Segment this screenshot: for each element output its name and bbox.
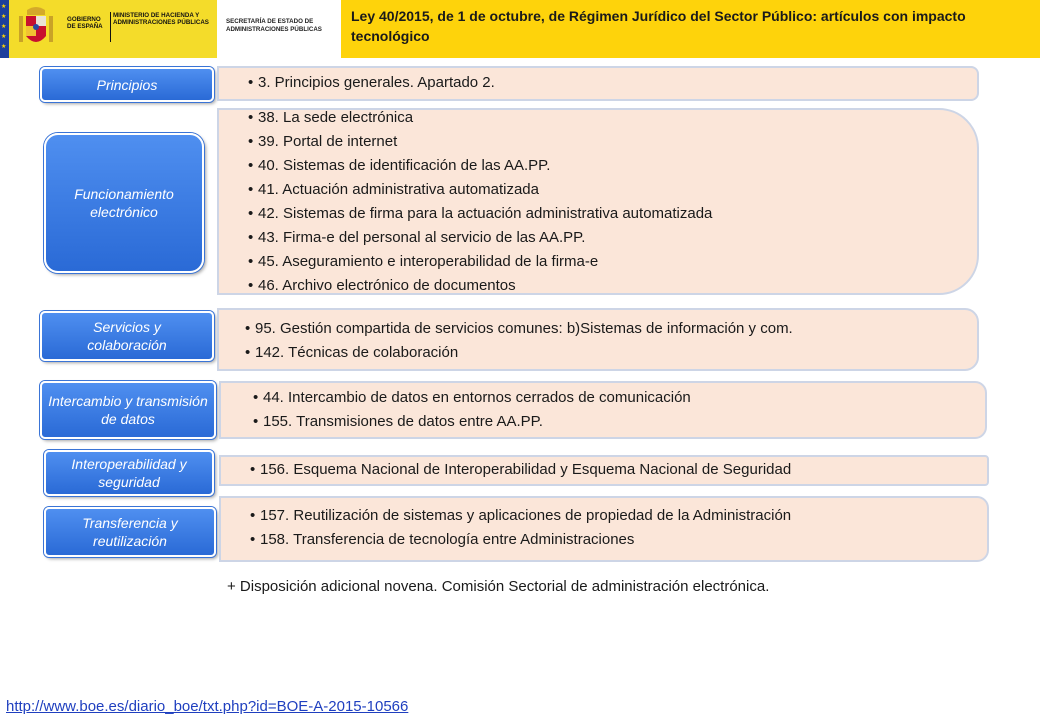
list-item: • 43. Firma-e del personal al servicio de las AA.PP. [248, 229, 586, 246]
list-item: • 155. Transmisiones de datos entre AA.PP. [253, 413, 543, 430]
list-item: • 38. La sede electrónica [248, 109, 414, 126]
label-text: Intercambio y transmisión de datos [48, 393, 208, 427]
header-banner [0, 0, 1040, 58]
label-text: Funcionamiento electrónico [74, 186, 174, 220]
secretaria-text: SECRETARÍA DE ESTADO DE ADMINISTRACIONES PÚBLICAS [226, 18, 322, 33]
boe-link[interactable]: http://www.boe.es/diario_boe/txt.php?id=BOE-A-2015-10566 [6, 698, 409, 715]
list-item: • 41. Actuación administrativa automatizada [248, 181, 539, 198]
content-servicios-colaboracion [217, 308, 979, 371]
list-item: • 157. Reutilización de sistemas y aplicaciones de propiedad de la Administración [250, 507, 792, 524]
list-item: • 45. Aseguramiento e interoperabilidad de la firma-e [248, 253, 599, 270]
list-item: • 42. Sistemas de firma para la actuación administrativa automatizada [248, 205, 713, 222]
government-logo [9, 0, 217, 58]
content-principios [217, 66, 979, 101]
content-transferencia-reutilizacion [219, 496, 989, 562]
list-item: • 3. Principios generales. Apartado 2. [248, 74, 495, 91]
label-text: Interoperabilidad y seguridad [71, 456, 187, 490]
eu-flag-strip [0, 0, 9, 58]
gobierno-text: GOBIERNO DE ESPAÑA [67, 16, 103, 30]
footer-note: + Disposición adicional novena. Comisión Sectorial de administración electrónica. [227, 578, 770, 595]
label-servicios-colaboracion [40, 311, 214, 361]
content-interoperabilidad-seguridad [219, 455, 989, 486]
label-funcionamiento-electronico [44, 133, 204, 273]
list-item: • 142. Técnicas de colaboración [245, 344, 459, 361]
list-item: • 95. Gestión compartida de servicios comunes: b)Sistemas de información y com. [245, 320, 793, 337]
secretaria-block [217, 0, 341, 58]
label-text: Servicios y colaboración [87, 319, 167, 353]
label-interoperabilidad-seguridad [44, 450, 214, 496]
title-block [341, 0, 1040, 58]
list-item: • 46. Archivo electrónico de documentos [248, 277, 516, 294]
label-text: Transferencia y reutilización [82, 515, 178, 549]
page-title: Ley 40/2015, de 1 de octubre, de Régimen Jurídico del Sector Público: artículos con impacto tecnológico [351, 8, 966, 44]
list-item: • 158. Transferencia de tecnología entre Administraciones [250, 531, 635, 548]
eu-flag-icon: ★ ★ ★ ★ ★ [0, 0, 9, 58]
label-intercambio-transmision [40, 381, 216, 439]
list-item: • 44. Intercambio de datos en entornos cerrados de comunicación [253, 389, 691, 406]
list-item: • 156. Esquema Nacional de Interoperabilidad y Esquema Nacional de Seguridad [250, 461, 792, 478]
ministerio-text: MINISTERIO DE HACIENDA Y ADMINISTRACIONES PÚBLICAS [113, 12, 209, 26]
content-intercambio-transmision [219, 381, 987, 439]
content-funcionamiento-electronico [217, 108, 979, 295]
list-item: • 40. Sistemas de identificación de las AA.PP. [248, 157, 551, 174]
label-principios [40, 67, 214, 102]
divider [110, 12, 111, 42]
label-text: Principios [96, 76, 158, 93]
coat-of-arms-icon [19, 6, 53, 50]
label-transferencia-reutilizacion [44, 507, 216, 557]
list-item: • 39. Portal de internet [248, 133, 398, 150]
